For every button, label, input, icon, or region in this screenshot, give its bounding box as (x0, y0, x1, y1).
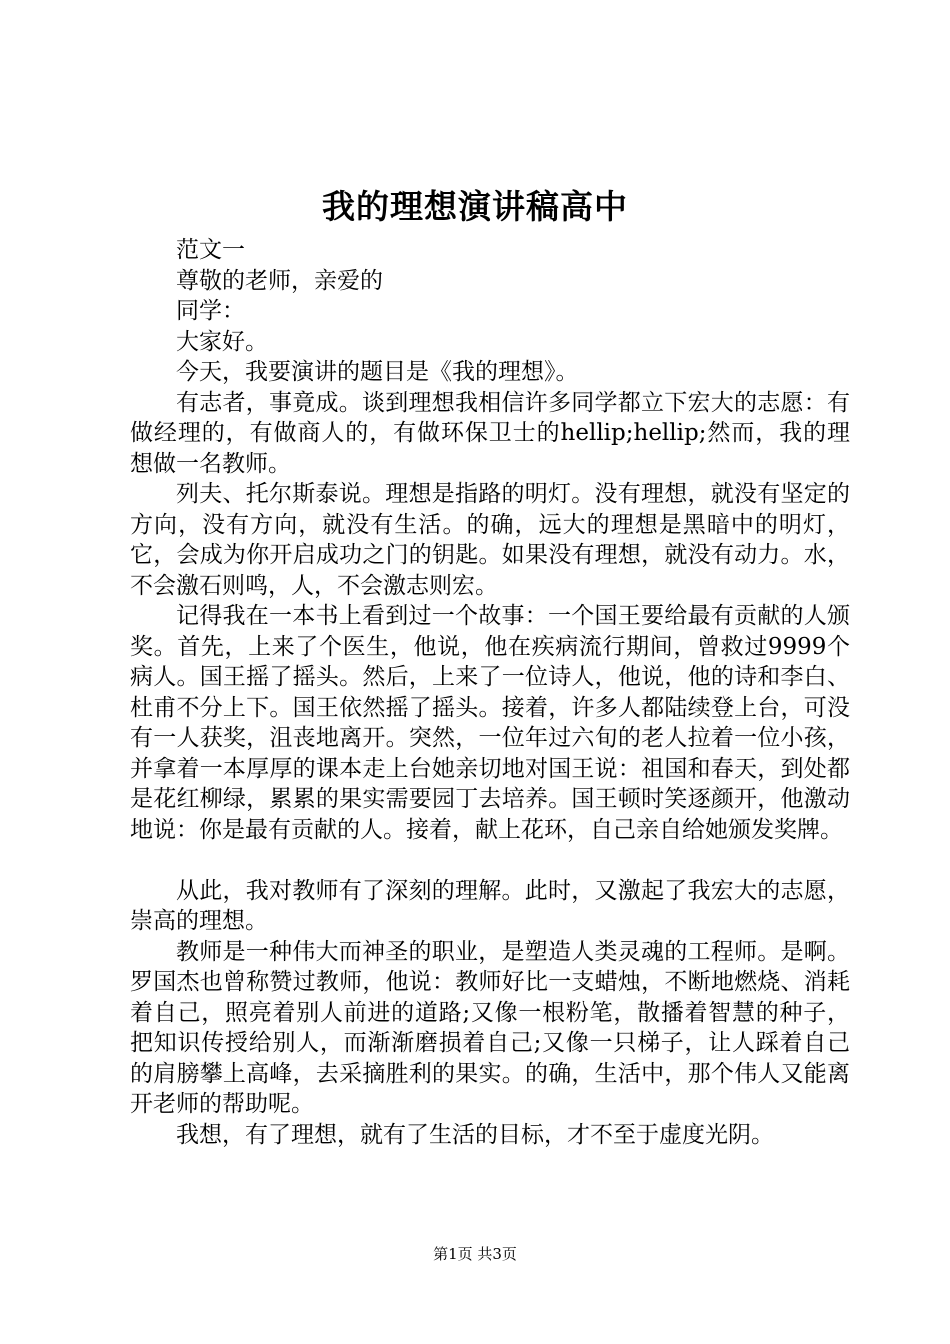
paragraph-teacher-profession: 教师是一种伟大而神圣的职业，是塑造人类灵魂的工程师。是啊。罗国杰也曾称赞过教师，他说：教师好比一支蜡烛，不断地燃烧、消耗着自己，照亮着别人前进的道路;又像一根粉笔，散播着智慧的种子，把知识传授给别人，而渐渐磨损着自己;又像一只梯子，让人踩着自己的肩膀攀上高峰，去采摘胜利的果实。的确，生活中，那个伟人又能离开老师的帮助呢。 (130, 938, 850, 1117)
paragraph-greeting: 大家好。 (176, 328, 268, 355)
paragraph-sample-label: 范文一 (176, 237, 245, 263)
paragraph-gap (130, 845, 850, 876)
paragraph-salutation: 尊敬的老师，亲爱的 (176, 267, 383, 294)
document-body (130, 235, 850, 1150)
page-footer: 第1页 共3页 (433, 1245, 517, 1263)
paragraph-salutation-students: 同学： (176, 298, 245, 324)
paragraph-conclusion: 我想，有了理想，就有了生活的目标，才不至于虚度光阴。 (176, 1121, 774, 1148)
paragraph-topic: 今天，我要演讲的题目是《我的理想》。 (176, 359, 579, 385)
paragraph-story: 记得我在一本书上看到过一个故事：一个国王要给最有贡献的人颁奖。首先，上来了个医生，他说，他在疾病流行期间，曾救过9999个病人。国王摇了摇头。然后，上来了一位诗人，他说，他的诗和李白、杜甫不分上下。国王依然摇了摇头。接着，许多人都陆续登上台，可没有一人获奖，沮丧地离开。突然，一位年过六旬的老人拉着一位小孩，并拿着一本厚厚的课本走上台她亲切地对国王说：祖国和春天，到处都是花红柳绿，累累的果实需要园丁去培养。国王顿时笑逐颜开，他激动地说：你是最有贡献的人。接着，献上花环，自己亲自给她颁发奖牌。 (130, 603, 850, 843)
paragraph-ambition: 有志者，事竟成。谈到理想我相信许多同学都立下宏大的志愿：有做经理的，有做商人的，有做环保卫士的hellip;hellip;然而，我的理想做一名教师。 (130, 389, 850, 477)
document-title: 我的理想演讲稿高中 (322, 187, 628, 226)
paragraph-tolstoy: 列夫、托尔斯泰说。理想是指路的明灯。没有理想，就没有坚定的方向，没有方向，就没有生活。的确，远大的理想是黑暗中的明灯，它，会成为你开启成功之门的钥匙。如果没有理想，就没有动力。水，不会激石则鸣，人，不会激志则宏。 (130, 481, 850, 599)
paragraph-understanding: 从此，我对教师有了深刻的理解。此时，又激起了我宏大的志愿，崇高的理想。 (130, 877, 850, 934)
